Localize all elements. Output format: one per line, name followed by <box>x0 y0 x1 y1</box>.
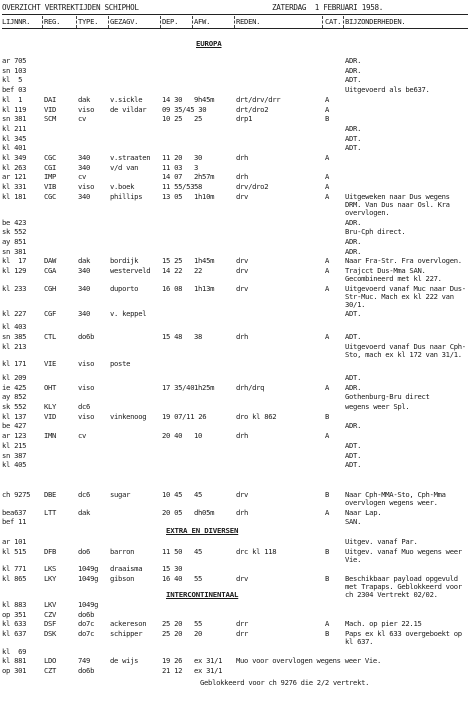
cell-gez: v.boek <box>110 182 135 192</box>
cell-lijn: kl 215 <box>2 440 27 450</box>
cell-bijz: ADR. <box>345 421 362 431</box>
cell-reg: VIE <box>44 359 57 369</box>
cell-reg: LKV <box>44 599 57 609</box>
cell-reden: drh <box>236 172 249 182</box>
cell-type: 1049g <box>78 574 99 584</box>
header-rule-bottom <box>2 28 468 29</box>
cell-dep: 10 25 <box>162 114 183 124</box>
cell-lijn: be 423 <box>2 217 27 227</box>
cell-dep: 25 20 <box>162 628 183 638</box>
cell-lijn: bea637 <box>2 507 27 517</box>
cell-lijn: kl 209 <box>2 372 27 382</box>
cell-lijn: ar 705 <box>2 56 27 65</box>
cell-cat: A <box>325 153 330 162</box>
cell-afw: 1h45m <box>194 256 215 266</box>
cell-type: 1049g <box>78 564 99 574</box>
column-header: TYPE. <box>78 17 99 26</box>
cell-type: dak <box>78 507 91 517</box>
cell-dep: 16 08 <box>162 283 183 293</box>
cell-lijn: kl 349 <box>2 153 27 162</box>
cell-type: 340 <box>78 266 91 275</box>
cell-reg: DBE <box>44 489 57 499</box>
cell-reg: SCM <box>44 114 57 124</box>
cell-lijn: kl 213 <box>2 341 27 351</box>
cell-cat: A <box>325 256 330 266</box>
cell-bijz: Trajcct Dus-Mma SAN. Gecombineerd met kl 227. <box>345 266 442 283</box>
cell-bijz: ADR. <box>345 382 362 392</box>
cell-reden: drc kl 118 <box>236 546 277 556</box>
cell-type: 340 <box>78 191 91 201</box>
cell-dep: 14 07 <box>162 172 183 182</box>
cell-lijn: op 351 <box>2 609 27 619</box>
cell-lijn: ay 852 <box>2 392 27 402</box>
cell-type: 340 <box>78 283 91 293</box>
cell-lijn: be 427 <box>2 421 27 431</box>
cell-lijn: kl 637 <box>2 628 27 638</box>
cell-reg: IMN <box>44 431 57 441</box>
column-header: LIJNNR. <box>2 17 31 26</box>
cell-afw: 30 <box>194 153 203 162</box>
cell-cat: A <box>325 182 330 192</box>
cell-reg: OHT <box>44 382 57 392</box>
cell-lijn: kl 17 <box>2 256 27 266</box>
cell-lijn: kl 263 <box>2 162 27 172</box>
cell-gez: sugar <box>110 489 131 499</box>
cell-lijn: kl 171 <box>2 359 27 369</box>
cell-type: do7c <box>78 628 95 638</box>
cell-dep: 11 50 <box>162 546 183 556</box>
cell-dep: 17 35/40 <box>162 382 195 392</box>
cell-afw: 58 <box>194 182 203 192</box>
cell-reden: drv <box>236 266 249 275</box>
cell-dep: 20 05 <box>162 507 183 517</box>
cell-lijn: kl 129 <box>2 266 27 275</box>
cell-reden: drv <box>236 574 249 584</box>
cell-gez: poste <box>110 359 131 369</box>
cell-reg: KLY <box>44 402 57 411</box>
cell-gez: gibson <box>110 574 135 584</box>
cell-dep: 13 05 <box>162 191 183 201</box>
cell-cat: B <box>325 411 330 421</box>
cell-lijn: kl 211 <box>2 123 27 133</box>
cell-reg: DAI <box>44 94 57 104</box>
cell-dep: 19 26 <box>162 656 183 666</box>
cell-lijn: op 301 <box>2 666 27 675</box>
cell-cat: A <box>325 104 330 114</box>
cell-lijn: kl 1 <box>2 94 23 104</box>
cell-cat: A <box>325 619 330 629</box>
cell-type: viso <box>78 382 95 392</box>
cell-lijn: sn 387 <box>2 450 27 460</box>
cell-type: do7c <box>78 619 95 629</box>
cell-afw: 1h25m <box>194 382 215 392</box>
cell-reden: drr <box>236 619 249 629</box>
cell-dep: 19 07/11 26 <box>162 411 207 421</box>
cell-type: viso <box>78 359 95 369</box>
cell-cat: A <box>325 191 330 201</box>
cell-bijz: Uitgeweken naar Dus wegens DRM. Van Dus naar Osl. Kra overvlogen. <box>345 191 450 217</box>
cell-reg: VIB <box>44 182 57 192</box>
cell-type: dc6 <box>78 489 91 499</box>
cell-reg: CGC <box>44 153 57 162</box>
cell-type: 340 <box>78 153 91 162</box>
cell-reg: DAW <box>44 256 57 266</box>
cell-reg: CGI <box>44 162 57 172</box>
cell-gez: westerveld <box>110 266 151 275</box>
cell-type: 749 <box>78 656 91 666</box>
cell-type: dak <box>78 256 91 266</box>
column-divider <box>108 16 109 28</box>
cell-cat: A <box>325 431 330 441</box>
cell-lijn: kl 401 <box>2 143 27 153</box>
cell-type: viso <box>78 104 95 114</box>
column-header: REG. <box>44 17 61 26</box>
cell-lijn: kl 633 <box>2 619 27 629</box>
cell-gez: bordijk <box>110 256 139 266</box>
cell-dep: 16 40 <box>162 574 183 584</box>
cell-gez: phillips <box>110 191 143 201</box>
cell-reden: drt/drv/drr <box>236 94 281 104</box>
cell-bijz: ADR. <box>345 246 362 256</box>
cell-bijz: Bru-Cph direct. <box>345 227 406 237</box>
cell-cat: B <box>325 114 330 124</box>
cell-lijn: sn 381 <box>2 114 27 124</box>
cell-dep: 14 30 <box>162 94 183 104</box>
cell-type: cv <box>78 431 87 441</box>
cell-lijn: ch 9275 <box>2 489 31 499</box>
column-divider <box>322 16 323 28</box>
cell-lijn: kl 865 <box>2 574 27 584</box>
cell-afw: 38 <box>194 331 203 341</box>
cell-reg: LKS <box>44 564 57 574</box>
cell-type: viso <box>78 411 95 421</box>
cell-lijn: ar 101 <box>2 537 27 546</box>
cell-bijz: Naar Fra-Str. Fra overvlogen. <box>345 256 462 266</box>
cell-bijz: ADT. <box>345 133 362 143</box>
cell-bijz: ADT. <box>345 372 362 382</box>
cell-lijn: sn 103 <box>2 65 27 75</box>
cell-reden: drh <box>236 507 249 517</box>
cell-dep: 15 48 <box>162 331 183 341</box>
column-divider <box>42 16 43 28</box>
cell-type: do6 <box>78 546 91 556</box>
cell-cat: A <box>325 382 330 392</box>
cell-bijz: Gothenburg-Bru direct <box>345 392 430 402</box>
cell-reden: dro kl 862 <box>236 411 277 421</box>
cell-bijz: ADT. <box>345 440 362 450</box>
column-header: BIJZONDERHEDEN. <box>345 17 406 26</box>
cell-cat: B <box>325 628 330 638</box>
cell-reg: CZV <box>44 609 57 619</box>
cell-type: dc6 <box>78 402 91 411</box>
cell-reden: drv <box>236 283 249 293</box>
cell-gez: v.sickle <box>110 94 143 104</box>
cell-cat: B <box>325 574 330 584</box>
cell-type: 340 <box>78 162 91 172</box>
cell-afw: 45 <box>194 546 203 556</box>
cell-cat: A <box>325 283 330 293</box>
cell-afw: 9h45m <box>194 94 215 104</box>
cell-lijn: ay 851 <box>2 236 27 246</box>
cell-lijn: bef 03 <box>2 85 27 95</box>
cell-dep: 14 22 <box>162 266 183 275</box>
document-date: ZATERDAG 1 FEBRUARI 1958. <box>272 3 384 12</box>
cell-lijn: kl 345 <box>2 133 27 143</box>
cell-afw: 22 <box>194 266 203 275</box>
cell-reg: CGC <box>44 191 57 201</box>
cell-reg: CGF <box>44 309 57 319</box>
cell-bijz: ADR. <box>345 65 362 75</box>
column-header: GEZAGV. <box>110 17 139 26</box>
document-title: OVERZICHT VERTREKTIJDEN SCHIPHOL <box>2 3 139 12</box>
cell-lijn: kl 69 <box>2 646 27 656</box>
cell-lijn: ar 121 <box>2 172 27 182</box>
cell-bijz: ADT. <box>345 331 362 341</box>
cell-gez: de wijs <box>110 656 139 666</box>
cell-bijz: Naar Cph-MMA-Sto, Cph-Mma overvlogen wegens weer. <box>345 489 446 507</box>
cell-lijn: ie 425 <box>2 382 27 392</box>
cell-lijn: kl 137 <box>2 411 27 421</box>
cell-reg: LKY <box>44 574 57 584</box>
cell-reg: LTT <box>44 507 57 517</box>
cell-dep: 15 30 <box>162 564 183 574</box>
cell-lijn: kl 5 <box>2 75 23 85</box>
column-header: REDEN. <box>236 17 261 26</box>
cell-gez: ackereson <box>110 619 147 629</box>
cell-lijn: kl 881 <box>2 656 27 666</box>
cell-reden: drt/dro2 <box>236 104 269 114</box>
cell-type: 340 <box>78 309 91 319</box>
cell-afw: 1h13m <box>194 283 215 293</box>
cell-reden: drr <box>236 628 249 638</box>
cell-dep: 09 35/45 30 <box>162 104 207 114</box>
cell-type: dak <box>78 94 91 104</box>
cell-gez: schipper <box>110 628 143 638</box>
column-header: DEP. <box>162 17 179 26</box>
cell-bijz: Mach. op pier 22.15 <box>345 619 422 629</box>
cell-bijz: Uitgevoerd vanaf Muc naar Dus-Str-Muc. Mach ex kl 222 van 30/1. <box>345 283 466 309</box>
cell-reden: Muo voor overvlogen wegens weer Vie. <box>236 656 381 666</box>
cell-reg: VID <box>44 411 57 421</box>
column-divider <box>160 16 161 28</box>
cell-dep: 10 45 <box>162 489 183 499</box>
cell-bijz: ADT. <box>345 75 362 85</box>
cell-cat: A <box>325 331 330 341</box>
cell-reg: DFB <box>44 546 57 556</box>
cell-dep: 25 20 <box>162 619 183 629</box>
cell-reg: IMP <box>44 172 57 182</box>
cell-type: 1049g <box>78 599 99 609</box>
cell-lijn: ar 123 <box>2 431 27 441</box>
cell-bijz: ADR. <box>345 56 362 65</box>
cell-dep: 15 25 <box>162 256 183 266</box>
column-header: AFW. <box>194 17 211 26</box>
cell-afw: ex 31/1 <box>194 656 223 666</box>
cell-reden: drh <box>236 331 249 341</box>
cell-lijn: kl 331 <box>2 182 27 192</box>
cell-afw: 25 <box>194 114 203 124</box>
cell-cat: A <box>325 94 330 104</box>
cell-gez: v.straaten <box>110 153 151 162</box>
cell-gez: de vildar <box>110 104 147 114</box>
cell-bijz: Uitgev. vanaf Muo wegens weer Vie. <box>345 546 462 564</box>
cell-bijz: ADT. <box>345 309 362 319</box>
cell-bijz: ADR. <box>345 236 362 246</box>
cell-reden: drh <box>236 153 249 162</box>
cell-afw: 2h57m <box>194 172 215 182</box>
column-divider <box>192 16 193 28</box>
section-extra-en-diversen: EXTRA EN DIVERSEN <box>166 526 239 535</box>
cell-bijz: wegens weer Spl. <box>345 402 410 411</box>
cell-afw: 45 <box>194 489 203 499</box>
cell-dep: 21 12 <box>162 666 183 675</box>
cell-cat: A <box>325 507 330 517</box>
cell-gez: v/d van <box>110 162 139 172</box>
cell-type: cv <box>78 172 87 182</box>
cell-bijz: ADT. <box>345 460 362 470</box>
cell-reden: drv <box>236 191 249 201</box>
cell-cat: B <box>325 489 330 499</box>
cell-lijn: kl 771 <box>2 564 27 574</box>
cell-afw: 10 <box>194 431 203 441</box>
cell-bijz: ADT. <box>345 143 362 153</box>
cell-afw: 55 <box>194 574 203 584</box>
cell-bijz: ADR. <box>345 123 362 133</box>
cell-reg: CTL <box>44 331 57 341</box>
cell-afw: 20 <box>194 628 203 638</box>
column-divider <box>76 16 77 28</box>
cell-bijz: Uitgevoerd vanaf Dus naar Cph-Sto, mach ex kl 172 van 31/1. <box>345 341 466 359</box>
cell-dep: 11 55/53 <box>162 182 195 192</box>
cell-reg: DSF <box>44 619 57 629</box>
cell-cat: B <box>325 546 330 556</box>
cell-afw: dh05m <box>194 507 215 517</box>
cell-type: do6b <box>78 666 95 675</box>
note-ch9276: Geblokkeerd voor ch 9276 die 2/2 vertrekt. <box>200 678 370 687</box>
section-europa: EUROPA <box>196 39 222 48</box>
cell-lijn: sk 552 <box>2 402 27 411</box>
cell-dep: 11 20 <box>162 153 183 162</box>
cell-bijz: ADR. <box>345 217 362 227</box>
section-intercontinentaal: INTERCONTINENTAAL <box>166 590 239 599</box>
cell-afw: ex 31/1 <box>194 666 223 675</box>
cell-reg: VID <box>44 104 57 114</box>
cell-reden: drh <box>236 431 249 441</box>
cell-bijz: Uitgevoerd als be637. <box>345 85 430 95</box>
cell-bijz: SAN. <box>345 517 362 527</box>
cell-reg: CGA <box>44 266 57 275</box>
cell-lijn: bef 11 <box>2 517 27 527</box>
cell-bijz: Uitgev. vanaf Par. <box>345 537 418 546</box>
cell-lijn: sn 381 <box>2 246 27 256</box>
cell-bijz: Beschikbaar payload opgevuld met Trapaps. Geblokkeerd voor ch 2304 Vertrekt 02/02. <box>345 574 462 600</box>
cell-gez: vinkenoog <box>110 411 147 421</box>
cell-reden: drv <box>236 256 249 266</box>
cell-reg: CZT <box>44 666 57 675</box>
column-header: CAT. <box>325 17 342 26</box>
cell-lijn: kl 515 <box>2 546 27 556</box>
cell-cat: A <box>325 266 330 275</box>
cell-bijz: Naar Lap. <box>345 507 382 517</box>
cell-reden: drp1 <box>236 114 253 124</box>
cell-dep: 20 40 <box>162 431 183 441</box>
cell-gez: draaisma <box>110 564 143 574</box>
cell-reden: drv/dro2 <box>236 182 269 192</box>
cell-lijn: kl 403 <box>2 322 27 332</box>
cell-lijn: kl 227 <box>2 309 27 319</box>
cell-gez: duporto <box>110 283 139 293</box>
cell-bijz: Paps ex kl 633 overgeboekt op kl 637. <box>345 628 462 646</box>
cell-lijn: kl 883 <box>2 599 27 609</box>
cell-lijn: sn 385 <box>2 331 27 341</box>
cell-bijz: ADT. <box>345 450 362 460</box>
header-rule-top <box>2 14 468 15</box>
cell-gez: barron <box>110 546 135 556</box>
cell-type: do6b <box>78 609 95 619</box>
cell-cat: A <box>325 172 330 182</box>
cell-reden: drv <box>236 489 249 499</box>
cell-afw: 3 <box>194 162 199 172</box>
cell-lijn: kl 119 <box>2 104 27 114</box>
cell-lijn: kl 181 <box>2 191 27 201</box>
cell-type: do6b <box>78 331 95 341</box>
cell-lijn: kl 233 <box>2 283 27 293</box>
cell-dep: 11 03 <box>162 162 183 172</box>
cell-type: viso <box>78 182 95 192</box>
column-divider <box>343 16 344 28</box>
cell-reg: LDO <box>44 656 57 666</box>
cell-reg: DSK <box>44 628 57 638</box>
cell-lijn: sk 552 <box>2 227 27 237</box>
cell-gez: v. keppel <box>110 309 147 319</box>
cell-afw: 1h10m <box>194 191 215 201</box>
cell-reg: CGH <box>44 283 57 293</box>
cell-lijn: kl 405 <box>2 460 27 470</box>
cell-reden: drh/drq <box>236 382 265 392</box>
cell-afw: 55 <box>194 619 203 629</box>
cell-type: cv <box>78 114 87 124</box>
column-divider <box>234 16 235 28</box>
